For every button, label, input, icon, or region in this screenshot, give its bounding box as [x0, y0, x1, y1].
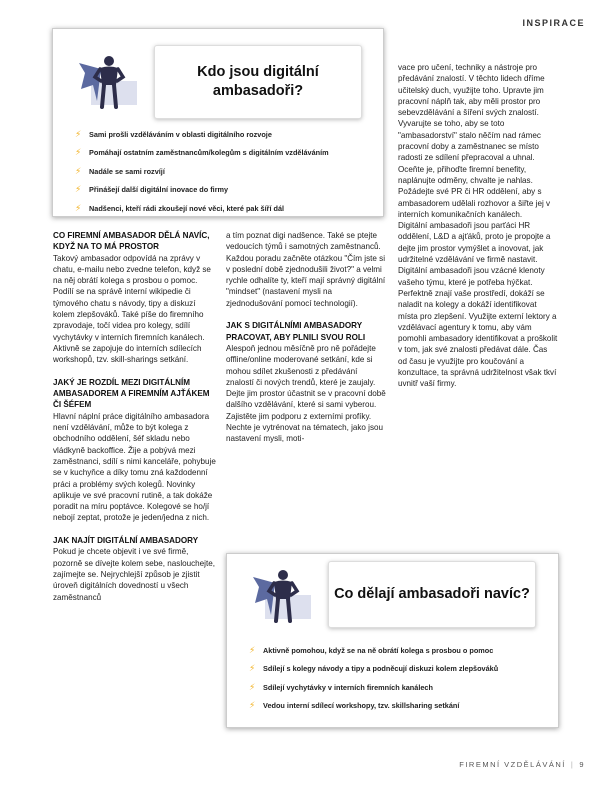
page-footer — [459, 760, 585, 769]
lightning-bolt-icon: ⚡ — [249, 700, 256, 711]
list-item: ⚡ Sdílejí s kolegy návody a tipy a podněcují diskuzi kolem zlepšováků — [249, 663, 499, 674]
list-item: ⚡ Pomáhají ostatním zaměstnancům/kolegům s digitálním vzděláváním — [75, 147, 329, 158]
paragraph: Digitální ambasadoři jsou parťáci HR oddělení, L&D a ajťáků, proto je propojte a dejte jim prostor vymýšlet a inovovat, jak udržitelné vzdělávání ve firmě nastavit. — [398, 221, 551, 265]
lightning-bolt-icon: ⚡ — [75, 128, 82, 139]
section-heading: JAKÝ JE ROZDÍL MEZI DIGITÁLNÍM AMBASADOREM A FIREMNÍM AJŤÁKEM ČI ŠÉFEM — [53, 377, 210, 410]
page-number: 9 — [579, 760, 585, 769]
paragraph: Pokud je chcete objevit i ve své firmě, pozorně se dívejte kolem sebe, naslouchejte, zajímejte se. Nejrychlejší způsob je zjistit úroveň digitálních dovedností u všech zaměstnanců — [53, 547, 215, 602]
section-heading: JAK NAJÍT DIGITÁLNÍ AMBASADORY — [53, 536, 199, 546]
list-item: ⚡ Přinášejí další digitální inovace do firmy — [75, 184, 229, 195]
lightning-bolt-icon: ⚡ — [75, 184, 82, 195]
lightning-bolt-icon: ⚡ — [249, 644, 256, 655]
list-item: ⚡ Nadšenci, kteří rádi zkoušejí nové věci, které pak šíří dál — [75, 202, 285, 213]
paragraph: vace pro učení, techniky a nástroje pro předávání znalostí. V těchto lidech dříme učitelský duch, využijte toho. Upravte jim pracovní náplň tak, aby měli prostor pro sebevzdělávání a šíření svých znalostí. Vyvarujte se toho, aby se toto "ambasadorství" stalo něčím nad rámec pracovní doby a zaměstnanec se místo radosti ze sdílení přepracoval a uhnal. Oceňte je, přihoďte firemní benefity, naplánujte odměny, chvalte je nahlas. Požádejte své PR či HR oddělení, aby s ambasadorem udělali rozhovor a šiřte jej v interních komunikačních kanálech. — [398, 63, 551, 219]
paragraph: Alespoň jednou měsíčně pro ně pořádejte offline/online moderované setkání, kde si mohou sdílet zkušenosti z předávání znalostí či nových trendů, které je zaujaly. Dejte jim prostor účastnit se v pracovní době dalšího vzdělávání, které si sami vyberou. Zajistěte jim podporu z externími profíky. Nechte je vytrénovat na tématech, jako jsou nastavení mysli, moti- — [226, 343, 386, 444]
section-heading: JAK S DIGITÁLNÍMI AMBASADORY PRACOVAT, ABY PLNILI SVOU ROLI — [226, 321, 366, 342]
list-item: ⚡ Nadále se sami rozvíjí — [75, 165, 165, 176]
list-item: ⚡ Aktivně pomohou, když se na ně obrátí kolega s prosbou o pomoc — [249, 644, 494, 655]
card-list — [75, 125, 375, 218]
lightning-bolt-icon: ⚡ — [249, 681, 256, 692]
paragraph: Takový ambasador odpovídá na zprávy v chatu, e-mailu nebo zvedne telefon, když se na něj obrátí kolega s prosbou o pomoc. Podílí se na správě interní wikipedie či týmového chatu s návody, tipy a diskuzí kolem zlepšováků. Také píše do firemního zpravodaje, točí videa pro kolegy, sdílí vychytávky v interních firemních kanálech. Aktivně se zapojuje do interních sdílecích workshopů, tzv. skill-sharings setkání. — [53, 253, 211, 365]
list-item: ⚡ Vedou interní sdílecí workshopy, tzv. skillsharing setkání — [249, 700, 460, 711]
paragraph: a tím poznat digi nadšence. Také se ptejte vedoucích týmů i samotných zaměstnanců. Každou poradu začněte otázkou "Čím jste si v poslední době zjednodušili život?" a velmi rychle odhalíte ty, kteří mají správný digitální "mindset" (nastavení mysli na zjednodušování pomocí technologií). — [226, 231, 386, 308]
superhero-icon — [75, 51, 135, 113]
card-who-are-ambassadors — [52, 28, 384, 217]
column-1 — [53, 230, 219, 603]
lightning-bolt-icon: ⚡ — [249, 663, 256, 674]
column-3 — [398, 62, 558, 390]
lightning-bolt-icon: ⚡ — [75, 165, 82, 176]
footer-label: FIREMNÍ VZDĚLÁVÁNÍ — [459, 760, 566, 769]
footer-separator: | — [570, 760, 575, 769]
list-item: ⚡ Sdílejí vychytávky v interních firemních kanálech — [249, 681, 433, 692]
list-item: ⚡ Sami prošli vzděláváním v oblasti digitálního rozvoje — [75, 128, 272, 139]
card-what-ambassadors-do — [226, 553, 559, 728]
section-heading: CO FIREMNÍ AMBASADOR DĚLÁ NAVÍC, KDYŽ NA TO MÁ PROSTOR — [53, 231, 210, 252]
paragraph: Hlavní náplní práce digitálního ambasadora není vzdělávání, může to být kolega z obchodního oddělení, šéf skladu nebo vládkyně backoffice. Žije a pobývá mezi zaměstnanci, sdílí s nimi kanceláře, pohybuje se v kuchyňce a díky tomu zná každodenní práci a problémy svých kolegů. Novinky aplikuje ve své pracovní rutině, a tak dokáže poradit na míru poptávce. Kolegové se ho/jí nebojí zeptat, protože je jeden/jedna z nich. — [53, 411, 216, 523]
card-list — [249, 641, 554, 715]
lightning-bolt-icon: ⚡ — [75, 202, 82, 213]
section-label: INSPIRACE — [522, 18, 585, 28]
card-title: Co dělají ambasadoři navíc? — [328, 561, 536, 628]
superhero-icon — [249, 565, 309, 627]
lightning-bolt-icon: ⚡ — [75, 147, 82, 158]
card-title: Kdo jsou digitální ambasadoři? — [154, 45, 362, 119]
paragraph: Digitální ambasadoři jsou vzácné klenoty vašeho týmu, které je potřeba hýčkat. Perfektně znají vaše prostředí, dokáží se naladit na kolegy a dokáží identifikovat místa pro zlepšení. Využijte externí lektory a vzdělávací agentury k tomu, aby vám pomohli ambasadory identifikovat a proškolit v tom, jak své znalosti předávat dále. Čas od času je využijte pro koučování a konzultace, ta správná udržitelnost však tkví uvnitř vaší firmy. — [398, 266, 558, 389]
column-2 — [226, 230, 386, 445]
